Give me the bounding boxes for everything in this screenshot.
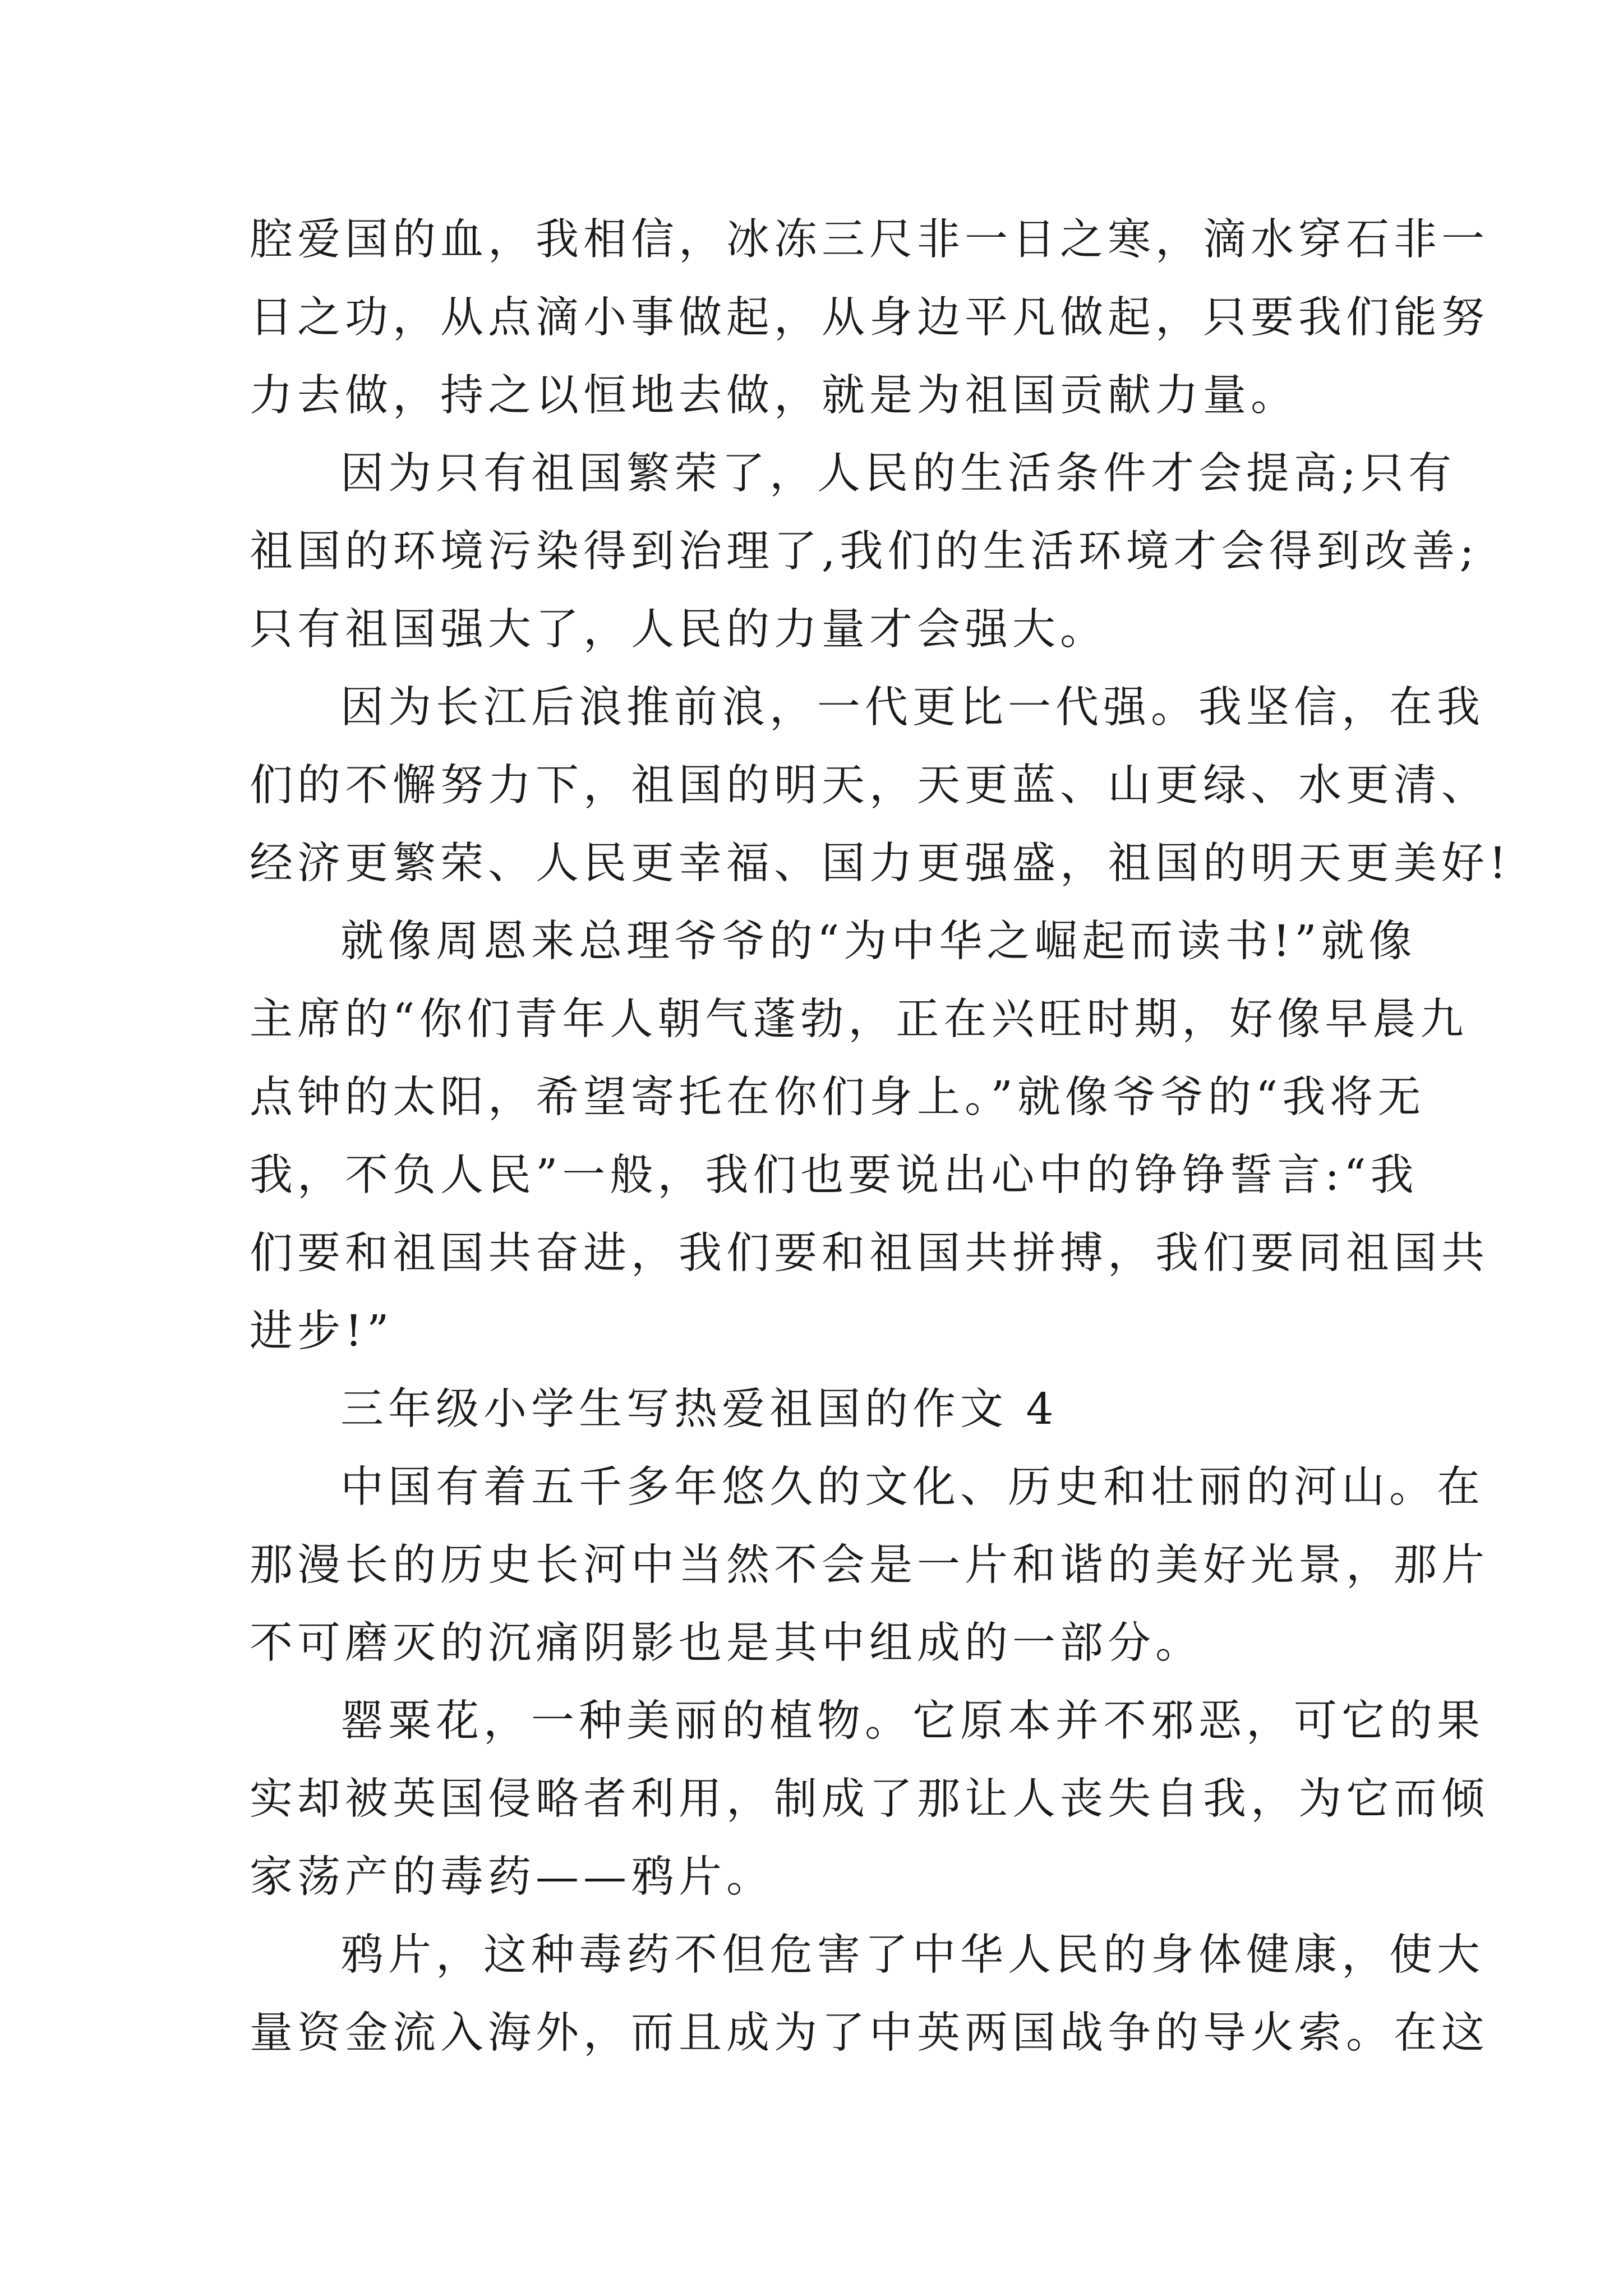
text-line: 主席的“你们青年人朝气蓬勃，正在兴旺时期，好像早晨九 [250, 995, 1468, 1045]
text-line: 祖国的环境污染得到治理了,我们的生活环境才会得到改善; [250, 527, 1479, 577]
text-line: 实却被英国侵略者利用，制成了那让人丧失自我，为它而倾 [250, 1774, 1489, 1824]
text-line: 日之功，从点滴小事做起，从身边平凡做起，只要我们能努 [250, 293, 1489, 343]
text-line: 们的不懈努力下，祖国的明天，天更蓝、山更绿、水更清、 [250, 761, 1489, 811]
text-line: 量资金流入海外，而且成为了中英两国战争的导火索。在这 [250, 2008, 1489, 2058]
text-line: 只有祖国强大了，人民的力量才会强大。 [250, 605, 1108, 655]
text-line: 们要和祖国共奋进，我们要和祖国共拼搏，我们要同祖国共 [250, 1228, 1489, 1278]
text-line: 因为只有祖国繁荣了，人民的生活条件才会提高;只有 [340, 449, 1456, 499]
text-line: 那漫长的历史长河中当然不会是一片和谐的美好光景，那片 [250, 1540, 1489, 1590]
text-line: 进步!” [250, 1306, 394, 1356]
text-line: 力去做，持之以恒地去做，就是为祖国贡献力量。 [250, 371, 1298, 421]
text-line: 经济更繁荣、人民更幸福、国力更强盛，祖国的明天更美好! [250, 839, 1511, 889]
text-line: 中国有着五千多年悠久的文化、历史和壮丽的河山。在 [340, 1462, 1484, 1512]
text-line: 点钟的太阳，希望寄托在你们身上。”就像爷爷的“我将无 [250, 1073, 1426, 1122]
text-line: 罂粟花，一种美丽的植物。它原本并不邪恶，可它的果 [340, 1696, 1484, 1746]
text-line: 就像周恩来总理爷爷的“为中华之崛起而读书!”就像 [340, 917, 1417, 967]
text-line: 鸦片，这种毒药不但危害了中华人民的身体健康，使大 [340, 1930, 1484, 1980]
text-line: 腔爱国的血，我相信，冰冻三尺非一日之寒，滴水穿石非一 [250, 215, 1489, 265]
text-line: 不可磨灭的沉痛阴影也是其中组成的一部分。 [250, 1618, 1203, 1668]
text-line: 三年级小学生写热爱祖国的作文 4 [340, 1384, 1058, 1434]
document-body [250, 201, 1511, 2072]
text-line: 因为长江后浪推前浪，一代更比一代强。我坚信，在我 [340, 683, 1484, 733]
text-line: 我，不负人民”一般，我们也要说出心中的铮铮誓言:“我 [250, 1151, 1418, 1200]
text-line: 家荡产的毒药——鸦片。 [250, 1852, 774, 1902]
